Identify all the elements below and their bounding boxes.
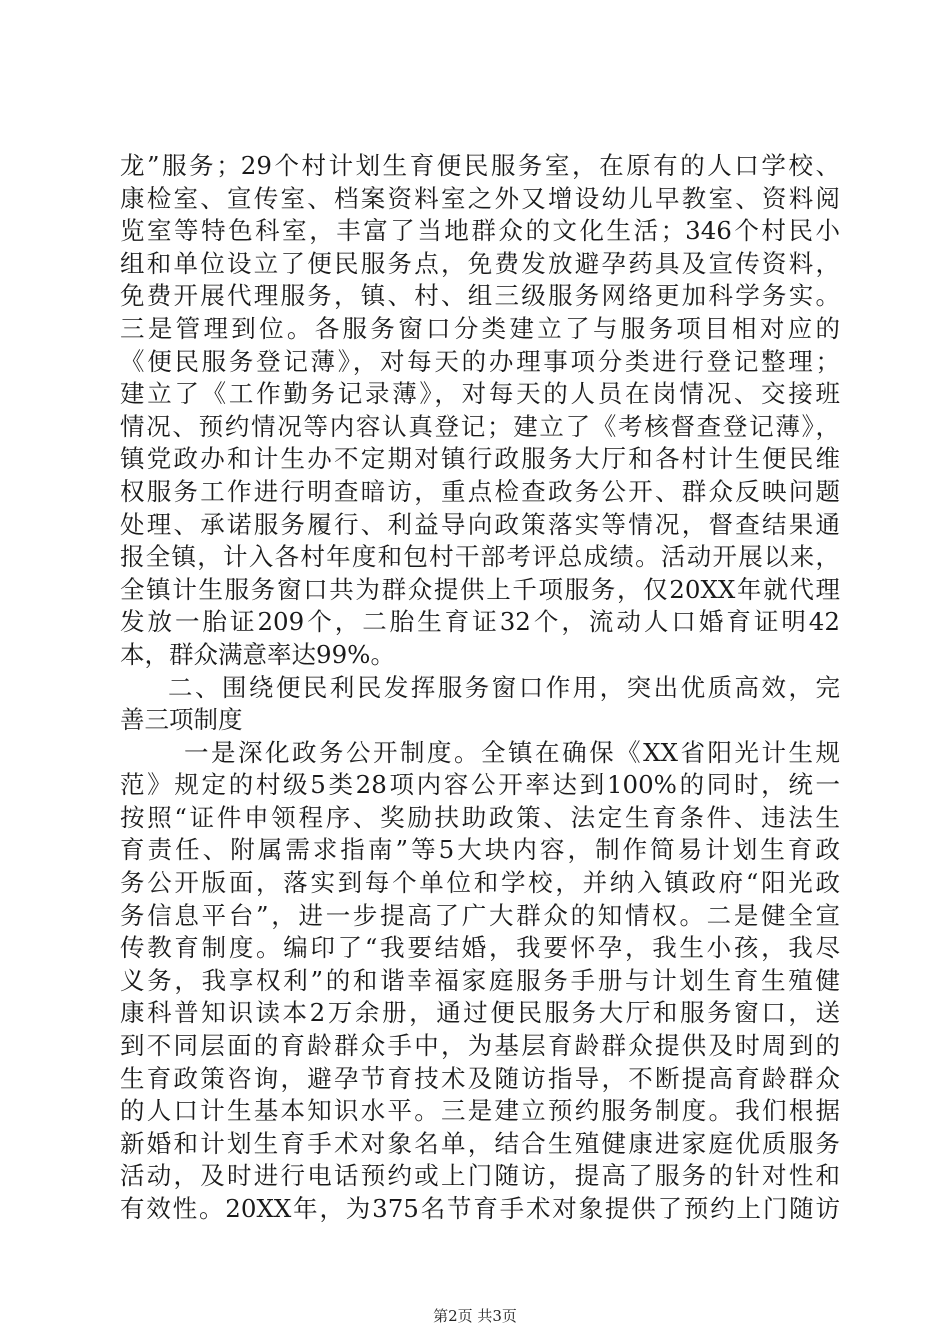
text-line: 康科普知识读本2万余册，通过便民服务大厅和服务窗口，送 <box>120 998 840 1028</box>
text-line: 览室等特色科室，丰富了当地群众的文化生活；346个村民小 <box>120 216 840 246</box>
text-line: 免费开展代理服务，镇、村、组三级服务网络更加科学务实。 <box>120 281 840 311</box>
text-line: 务信息平台”，进一步提高了广大群众的知情权。二是健全宣 <box>120 900 840 930</box>
section-heading: 善三项制度 <box>120 705 243 735</box>
text-line: 传教育制度。编印了“我要结婚，我要怀孕，我生小孩，我尽 <box>120 933 840 963</box>
text-line: 本，群众满意率达99%。 <box>120 639 395 669</box>
text-line: 一是深化政务公开制度。全镇在确保《XX省阳光计生规 <box>184 737 840 767</box>
text-line: 康检室、宣传室、档案资料室之外又增设幼儿早教室、资料阅 <box>120 183 840 213</box>
text-line: 义务，我享权利”的和谐幸福家庭服务手册与计划生育生殖健 <box>120 965 840 995</box>
text-line: 务公开版面，落实到每个单位和学校，并纳入镇政府“阳光政 <box>120 868 840 898</box>
text-line: 生育政策咨询，避孕节育技术及随访指导，不断提高育龄群众 <box>120 1063 840 1093</box>
text-line: 活动，及时进行电话预约或上门随访，提高了服务的针对性和 <box>120 1161 840 1191</box>
text-line: 镇党政办和计生办不定期对镇行政服务大厅和各村计生便民维 <box>120 444 840 474</box>
text-line: 报全镇，计入各村年度和包村干部考评总成绩。活动开展以来， <box>120 542 840 572</box>
text-line: 发放一胎证209个，二胎生育证32个，流动人口婚育证明42 <box>120 607 840 637</box>
text-line: 龙”服务；29个村计划生育便民服务室，在原有的人口学校、 <box>120 151 840 180</box>
text-line: 组和单位设立了便民服务点，免费发放避孕药具及宣传资料， <box>120 248 840 278</box>
text-line: 全镇计生服务窗口共为群众提供上千项服务，仅20XX年就代理 <box>120 574 840 604</box>
text-line: 按照“证件申领程序、奖励扶助政策、法定生育条件、违法生 <box>120 802 840 832</box>
text-line: 育责任、附属需求指南”等5大块内容，制作简易计划生育政 <box>120 835 840 865</box>
text-line: 《便民服务登记薄》，对每天的办理事项分类进行登记整理； <box>120 346 840 376</box>
section-heading: 二、围绕便民利民发挥服务窗口作用，突出优质高效，完 <box>168 672 840 702</box>
page-footer: 第2页 共3页 <box>433 1307 517 1325</box>
text-line: 新婚和计划生育手术对象名单，结合生殖健康进家庭优质服务 <box>120 1128 840 1158</box>
text-line: 建立了《工作勤务记录薄》，对每天的人员在岗情况、交接班 <box>120 379 840 409</box>
text-line: 处理、承诺服务履行、利益导向政策落实等情况，督查结果通 <box>120 509 840 539</box>
text-line: 到不同层面的育龄群众手中，为基层育龄群众提供及时周到的 <box>120 1031 840 1061</box>
text-line: 权服务工作进行明查暗访，重点检查政务公开、群众反映问题 <box>120 476 840 506</box>
text-line: 三是管理到位。各服务窗口分类建立了与服务项目相对应的 <box>120 313 840 343</box>
text-line: 有效性。20XX年，为375名节育手术对象提供了预约上门随访 <box>120 1194 840 1223</box>
text-line: 范》规定的村级5类28项内容公开率达到100%的同时，统一 <box>120 770 840 800</box>
body-text <box>120 150 840 1226</box>
text-line: 的人口计生基本知识水平。三是建立预约服务制度。我们根据 <box>120 1096 840 1126</box>
text-line: 情况、预约情况等内容认真登记；建立了《考核督查登记薄》， <box>120 411 840 441</box>
